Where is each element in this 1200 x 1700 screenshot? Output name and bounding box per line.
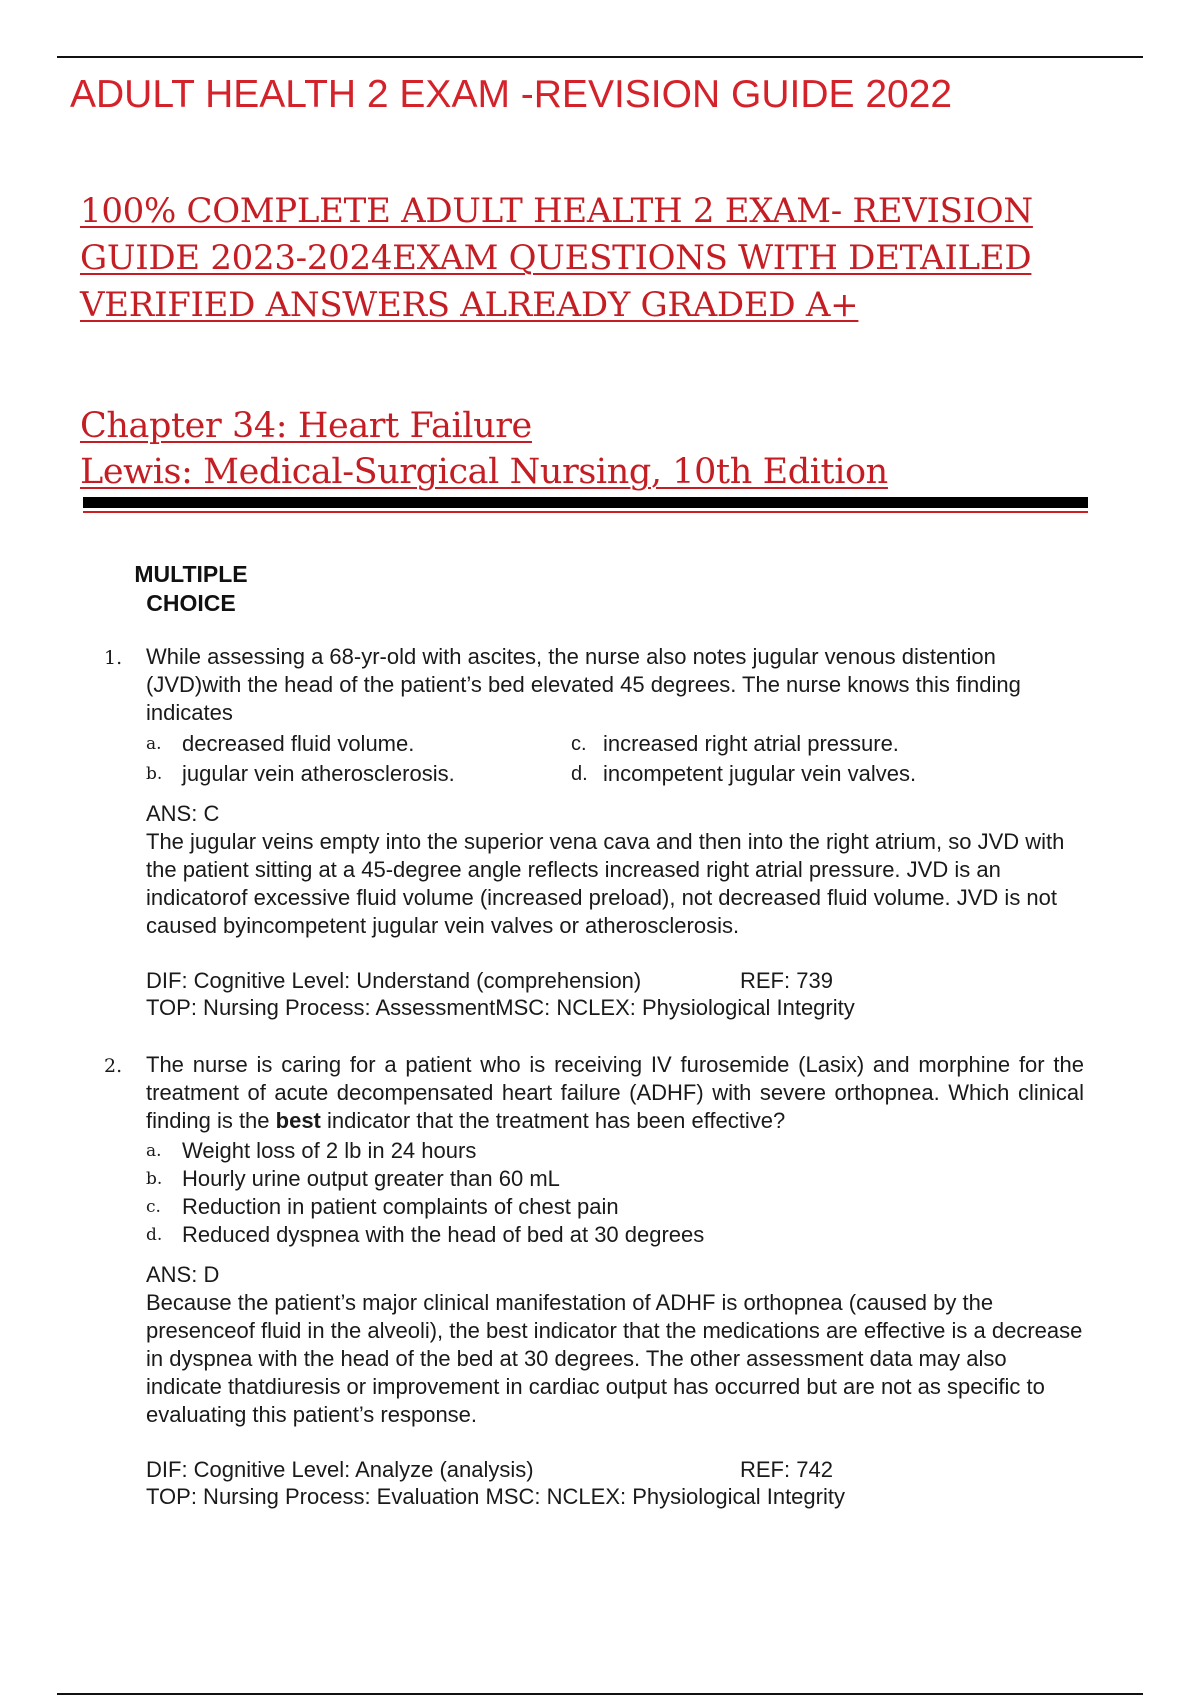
option-text: decreased fluid volume. (182, 731, 415, 756)
option-letter: a. (146, 1141, 162, 1161)
section-heading (126, 560, 256, 618)
option-a (146, 1137, 1084, 1165)
option-letter: b. (146, 1169, 163, 1189)
chapter-heading (80, 403, 888, 495)
topic-label: TOP: Nursing Process: Evaluation MSC: NCLEX: Physiological Integrity (146, 1484, 845, 1509)
document-subtitle (80, 188, 1040, 329)
option-d (571, 760, 991, 788)
stem-text-start: The nurse is caring for a patient who is receiving IV furosemide (Lasix) and morphine for the treatment of acute decompensated heart failure (ADHF) with severe orthopnea. Which clinical finding is the (146, 1052, 1084, 1133)
bottom-rule (57, 1693, 1143, 1695)
chapter-title: Chapter 34: Heart Failure (80, 406, 532, 446)
answer-key: ANS: C (146, 801, 220, 826)
option-letter: d. (571, 763, 588, 785)
answer-key: ANS: D (146, 1262, 220, 1287)
answer-rationale: Because the patient’s major clinical manifestation of ADHF is orthopnea (caused by the presenceof fluid in the alveoli), the best indicator that the medications are effective is a decrease in dyspnea with the head of the bed at 30 degrees. The other assessment data may also indicate thatdiuresis or improvement in cardiac output has occurred but are not as specific to evaluating this patient’s response. (146, 1290, 1083, 1427)
question-stem: While assessing a 68-yr-old with ascites, the nurse also notes jugular venous distention (JVD)with the head of the patient’s bed elevated 45 degrees. The nurse knows this finding indicates (146, 644, 1021, 725)
question-metadata (146, 967, 1084, 1021)
answer-rationale: The jugular veins empty into the superior vena cava and then into the right atrium, so JVD with the patient sitting at a 45-degree angle reflects increased right atrial pressure. JVD is an indicatorof excessive fluid volume (increased preload), not decreased fluid volume. JVD is not caused byincompetent jugular vein valves or atherosclerosis. (146, 829, 1065, 938)
difficulty-label: DIF: Cognitive Level: Understand (comprehension) (146, 968, 642, 993)
option-text: Reduced dyspnea with the head of bed at 30 degrees (182, 1222, 705, 1247)
difficulty-label: DIF: Cognitive Level: Analyze (analysis) (146, 1457, 534, 1482)
option-a (146, 730, 571, 758)
page-reference: REF: 739 (740, 968, 833, 993)
textbook-title: Lewis: Medical-Surgical Nursing, 10th Edition (80, 452, 888, 492)
option-b (146, 760, 571, 788)
answer-options (146, 1137, 1084, 1249)
document-header-title: ADULT HEALTH 2 EXAM -REVISION GUIDE 2022 (70, 73, 953, 116)
option-text: Weight loss of 2 lb in 24 hours (182, 1138, 477, 1163)
option-d (146, 1221, 1084, 1249)
stem-emphasis: best (275, 1108, 321, 1133)
page-reference: REF: 742 (740, 1457, 833, 1482)
question-body (146, 643, 1084, 1021)
question-stem (146, 1051, 1084, 1135)
option-b (146, 1165, 1084, 1193)
heading-divider-thick (83, 497, 1088, 508)
option-letter: c. (146, 1197, 161, 1217)
question-body (146, 1051, 1084, 1510)
question-number: 2. (104, 1055, 123, 1077)
stem-text-end: indicator that the treatment has been effective? (320, 1108, 786, 1133)
question-number: 1. (104, 647, 123, 669)
answer-options (146, 730, 1084, 788)
option-text: increased right atrial pressure. (603, 731, 899, 756)
question-metadata (146, 1456, 1084, 1510)
option-letter: b. (146, 764, 163, 784)
option-letter: c. (571, 733, 587, 755)
option-text: jugular vein atherosclerosis. (182, 761, 455, 786)
option-text: Hourly urine output greater than 60 mL (182, 1166, 560, 1191)
heading-divider-thin (83, 511, 1088, 513)
subtitle-line-3: VERIFIED ANSWERS ALREADY GRADED A+ (80, 285, 859, 325)
option-text: incompetent jugular vein valves. (603, 761, 917, 786)
option-c (146, 1193, 1084, 1221)
topic-label: TOP: Nursing Process: AssessmentMSC: NCLEX: Physiological Integrity (146, 995, 855, 1020)
subtitle-line-1: 100% COMPLETE ADULT HEALTH 2 EXAM- REVISION (80, 191, 1033, 231)
subtitle-line-2: GUIDE 2023-2024EXAM QUESTIONS WITH DETAILED (80, 238, 1032, 278)
option-letter: d. (146, 1225, 163, 1245)
section-heading-line-1: MULTIPLE (134, 561, 248, 587)
top-rule (57, 56, 1143, 58)
option-text: Reduction in patient complaints of chest pain (182, 1194, 619, 1219)
option-c (571, 730, 991, 758)
option-letter: a. (146, 734, 162, 754)
section-heading-line-2: CHOICE (146, 590, 236, 616)
